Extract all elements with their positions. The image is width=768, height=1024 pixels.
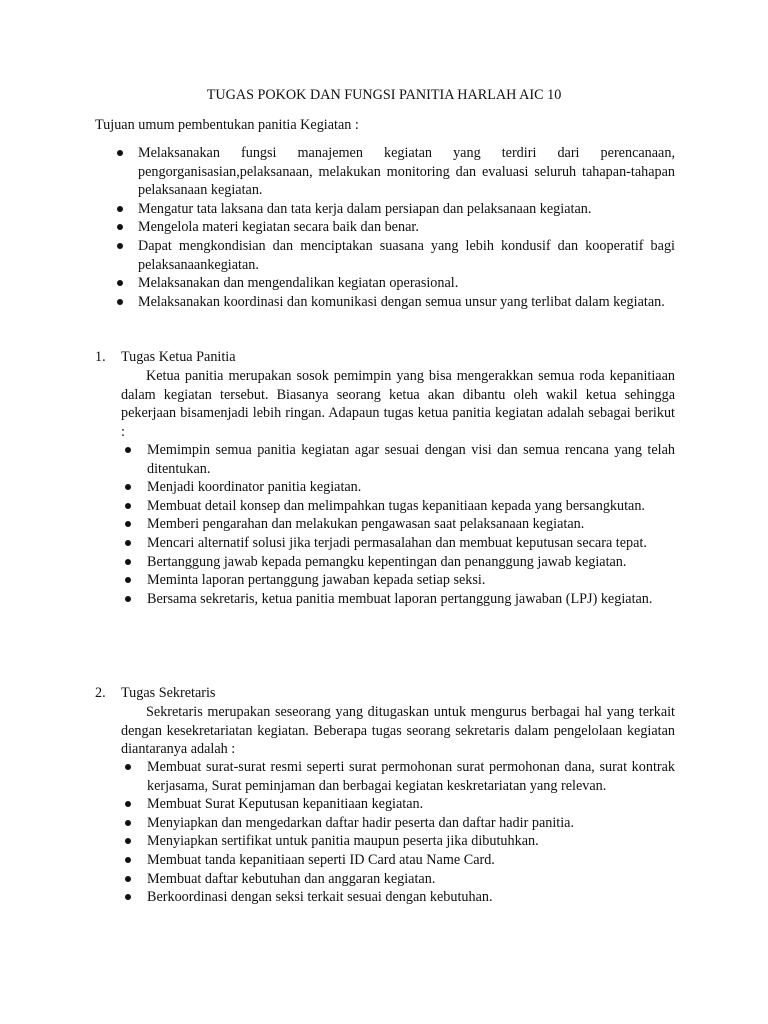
list-item-text: Bertanggung jawab kepada pemangku kepentingan dan penanggung jawab kegiatan. <box>147 553 627 570</box>
list-item <box>147 870 675 889</box>
list-item <box>147 515 675 534</box>
list-item-text: Dapat mengkondisian dan menciptakan suasana yang lebih kondusif dan kooperatif bagi pelaksanaankegiatan. <box>138 237 675 273</box>
list-item <box>138 144 675 200</box>
list-item-text: Membuat daftar kebutuhan dan anggaran kegiatan. <box>147 870 436 887</box>
section-task-list <box>147 441 675 608</box>
bullet-icon <box>125 503 131 509</box>
list-item <box>147 534 675 553</box>
list-item <box>147 441 675 478</box>
section-heading <box>95 348 236 367</box>
list-item-text: Melaksanakan fungsi manajemen kegiatan yang terdiri dari perencanaan, pengorganisasian,pelaksanaan, melakukan monitoring dan evaluasi seluruh tahapan-tahapan pelaksanaan kegiatan. <box>138 145 675 199</box>
bullet-icon <box>117 280 123 286</box>
list-item-text: Mengatur tata laksana dan tata kerja dalam persiapan dan pelaksanaan kegiatan. <box>138 200 592 217</box>
bullet-icon <box>125 801 131 807</box>
section-paragraph: Ketua panitia merupakan sosok pemimpin yang bisa mengerakkan semua roda kepanitiaan dalam kegiatan tersebut. Biasanya seorang ketua akan dibantu oleh wakil ketua sehingga pekerjaan bisamenjadi lebih ringan. Adapaun tugas ketua panitia kegiatan adalah sebagai berikut : <box>121 368 675 440</box>
list-item <box>147 571 675 590</box>
goals-list <box>138 144 675 311</box>
list-item <box>147 758 675 795</box>
list-item <box>147 851 675 870</box>
section-heading <box>95 684 216 703</box>
list-item <box>147 590 675 609</box>
section-task-list <box>147 758 675 907</box>
bullet-icon <box>117 224 123 230</box>
section-number: 1. <box>95 349 106 365</box>
list-item <box>138 218 675 237</box>
bullet-icon <box>117 299 123 305</box>
list-item <box>147 553 675 572</box>
list-item-text: Membuat detail konsep dan melimpahkan tugas kepanitiaan kepada yang bersangkutan. <box>147 497 645 514</box>
bullet-icon <box>117 243 123 249</box>
bullet-icon <box>125 577 131 583</box>
list-item <box>147 497 675 516</box>
list-item <box>147 814 675 833</box>
list-item <box>138 293 675 312</box>
section-number: 2. <box>95 685 106 701</box>
bullet-icon <box>125 521 131 527</box>
list-item-text: Memberi pengarahan dan melakukan pengawasan saat pelaksanaan kegiatan. <box>147 516 585 533</box>
list-item <box>147 832 675 851</box>
bullet-icon <box>117 150 123 156</box>
bullet-icon <box>117 206 123 212</box>
bullet-icon <box>125 876 131 882</box>
list-item-text: Memimpin semua panitia kegiatan agar sesuai dengan visi dan semua rencana yang telah ditentukan. <box>147 442 675 477</box>
section-heading-text: Tugas Sekretaris <box>121 685 216 701</box>
list-item <box>138 274 675 293</box>
list-item <box>147 478 675 497</box>
list-item-text: Membuat surat-surat resmi seperti surat permohonan surat permohonan dana, surat kontrak kerjasama, Surat peminjaman dan berbagai kegiatan keskretariatan yang relevan. <box>147 759 675 794</box>
bullet-icon <box>125 820 131 826</box>
list-item <box>138 200 675 219</box>
list-item-text: Menjadi koordinator panitia kegiatan. <box>147 479 362 496</box>
list-item-text: Berkoordinasi dengan seksi terkait sesuai dengan kebutuhan. <box>147 889 493 906</box>
list-item-text: Membuat Surat Keputusan kepanitiaan kegiatan. <box>147 796 424 813</box>
bullet-icon <box>125 540 131 546</box>
list-item <box>138 237 675 274</box>
section-paragraph: Sekretaris merupakan seseorang yang ditugaskan untuk mengurus berbagai hal yang terkait dengan kesekretariatan kegiatan. Beberapa tugas seorang sekretaris dalam pengelolaan kegiatan diantaranya adalah : <box>121 704 675 758</box>
bullet-icon <box>125 596 131 602</box>
list-item <box>147 888 675 907</box>
list-item-text: Bersama sekretaris, ketua panitia membuat laporan pertanggung jawaban (LPJ) kegiatan. <box>147 590 653 607</box>
bullet-icon <box>125 764 131 770</box>
bullet-icon <box>125 838 131 844</box>
intro-text: Tujuan umum pembentukan panitia Kegiatan : <box>95 117 359 133</box>
list-item <box>147 795 675 814</box>
list-item-text: Melaksanakan dan mengendalikan kegiatan operasional. <box>138 275 459 292</box>
bullet-icon <box>125 559 131 565</box>
list-item-text: Mengelola materi kegiatan secara baik dan benar. <box>138 219 419 236</box>
bullet-icon <box>125 894 131 900</box>
bullet-icon <box>125 857 131 863</box>
list-item-text: Menyiapkan sertifikat untuk panitia maupun peserta jika dibutuhkan. <box>147 833 539 850</box>
bullet-icon <box>125 484 131 490</box>
list-item-text: Membuat tanda kepanitiaan seperti ID Card atau Name Card. <box>147 851 495 868</box>
list-item-text: Menyiapkan dan mengedarkan daftar hadir peserta dan daftar hadir panitia. <box>147 814 575 831</box>
bullet-icon <box>125 447 131 453</box>
list-item-text: Mencari alternatif solusi jika terjadi permasalahan dan membuat keputusan secara tepat. <box>147 534 647 551</box>
section-heading-text: Tugas Ketua Panitia <box>121 349 236 365</box>
list-item-text: Meminta laporan pertanggung jawaban kepada setiap seksi. <box>147 572 486 589</box>
document-title: TUGAS POKOK DAN FUNGSI PANITIA HARLAH AIC 10 <box>206 87 562 103</box>
list-item-text: Melaksanakan koordinasi dan komunikasi dengan semua unsur yang terlibat dalam kegiatan. <box>138 293 665 310</box>
